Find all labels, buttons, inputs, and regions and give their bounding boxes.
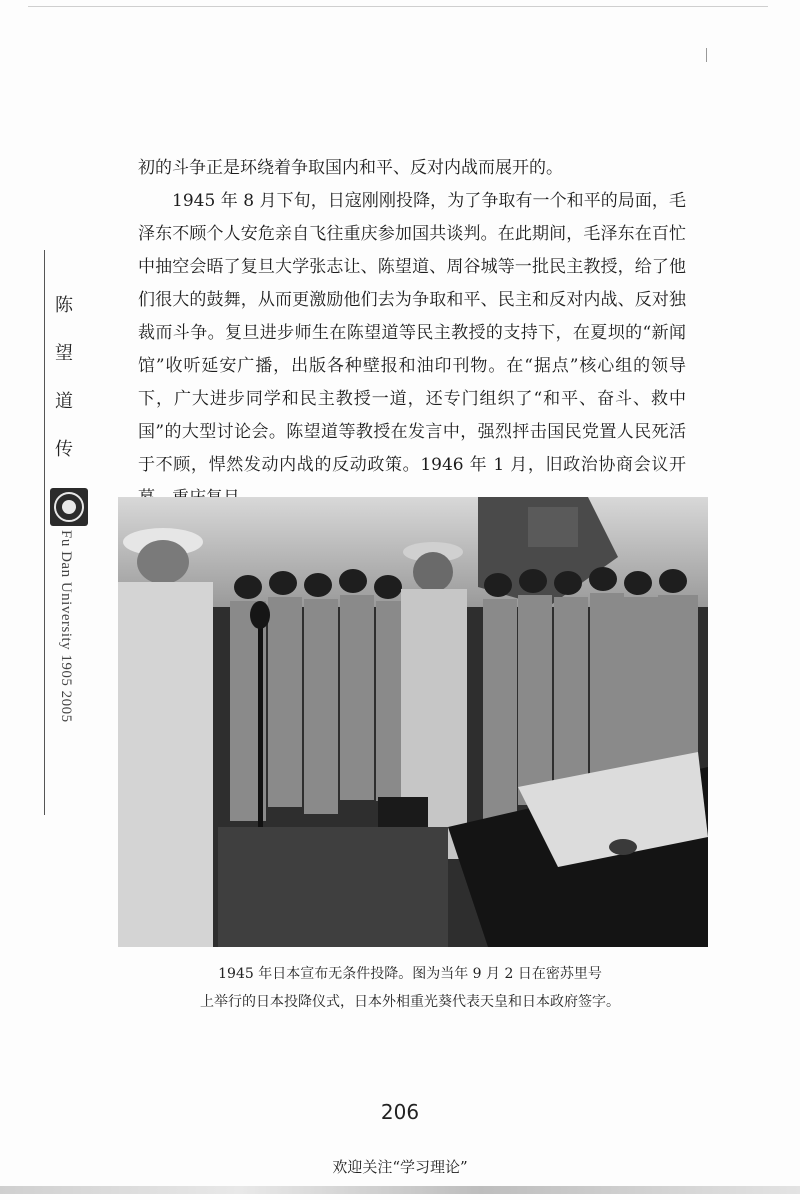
surrender-ceremony-photo	[118, 497, 708, 947]
caption-line: 1945 年日本宣布无条件投降。图为当年 9 月 2 日在密苏里号	[218, 966, 602, 982]
title-char: 传	[55, 439, 73, 460]
body-text	[138, 152, 686, 515]
caption-line: 上举行的日本投降仪式，日本外相重光葵代表天皇和日本政府签字。	[200, 994, 620, 1010]
margin-rule	[44, 250, 45, 815]
footer-note: 欢迎关注“学习理论”	[332, 1158, 468, 1176]
book-title-vertical	[52, 282, 76, 474]
title-char: 陈	[55, 295, 73, 316]
paragraph: 1945 年 8 月下旬，日寇刚刚投降，为了争取有一个和平的局面，毛泽东不顾个人安危亲自飞往重庆参加国共谈判。在此期间，毛泽东在百忙中抽空会晤了复旦大学张志让、陈望道、周谷城等一批民主教授，给了他们很大的鼓舞，从而更激励他们去为争取和平、民主和反对内战、反对独裁而斗争。复旦进步师生在陈望道等民主教授的支持下，在夏坝的“新闻馆”收听延安广播，出版各种壁报和油印刊物。在“据点”核心组的领导下，广大进步同学和民主教授一道，还专门组织了“和平、奋斗、救中国”的大型讨论会。陈望道等教授在发言中，强烈抨击国民党置人民死活于不顾，悍然发动内战的反动政策。1946 年 1 月，旧政治协商会议开	[138, 191, 686, 475]
scan-edge-band	[0, 1186, 800, 1194]
title-char: 望	[55, 343, 73, 364]
historical-photo	[118, 497, 708, 947]
page-number: 206	[380, 1100, 420, 1124]
top-edge-line	[28, 6, 768, 7]
university-english-label: Fu Dan University 1905 2005	[58, 530, 74, 723]
paragraph: 初的斗争正是环绕着争取国内和平、反对内战而展开的。	[138, 158, 563, 178]
fudan-seal-icon	[50, 488, 88, 526]
edge-tick-mark	[706, 48, 707, 62]
photo-caption	[150, 960, 670, 1016]
title-char: 道	[55, 391, 73, 412]
